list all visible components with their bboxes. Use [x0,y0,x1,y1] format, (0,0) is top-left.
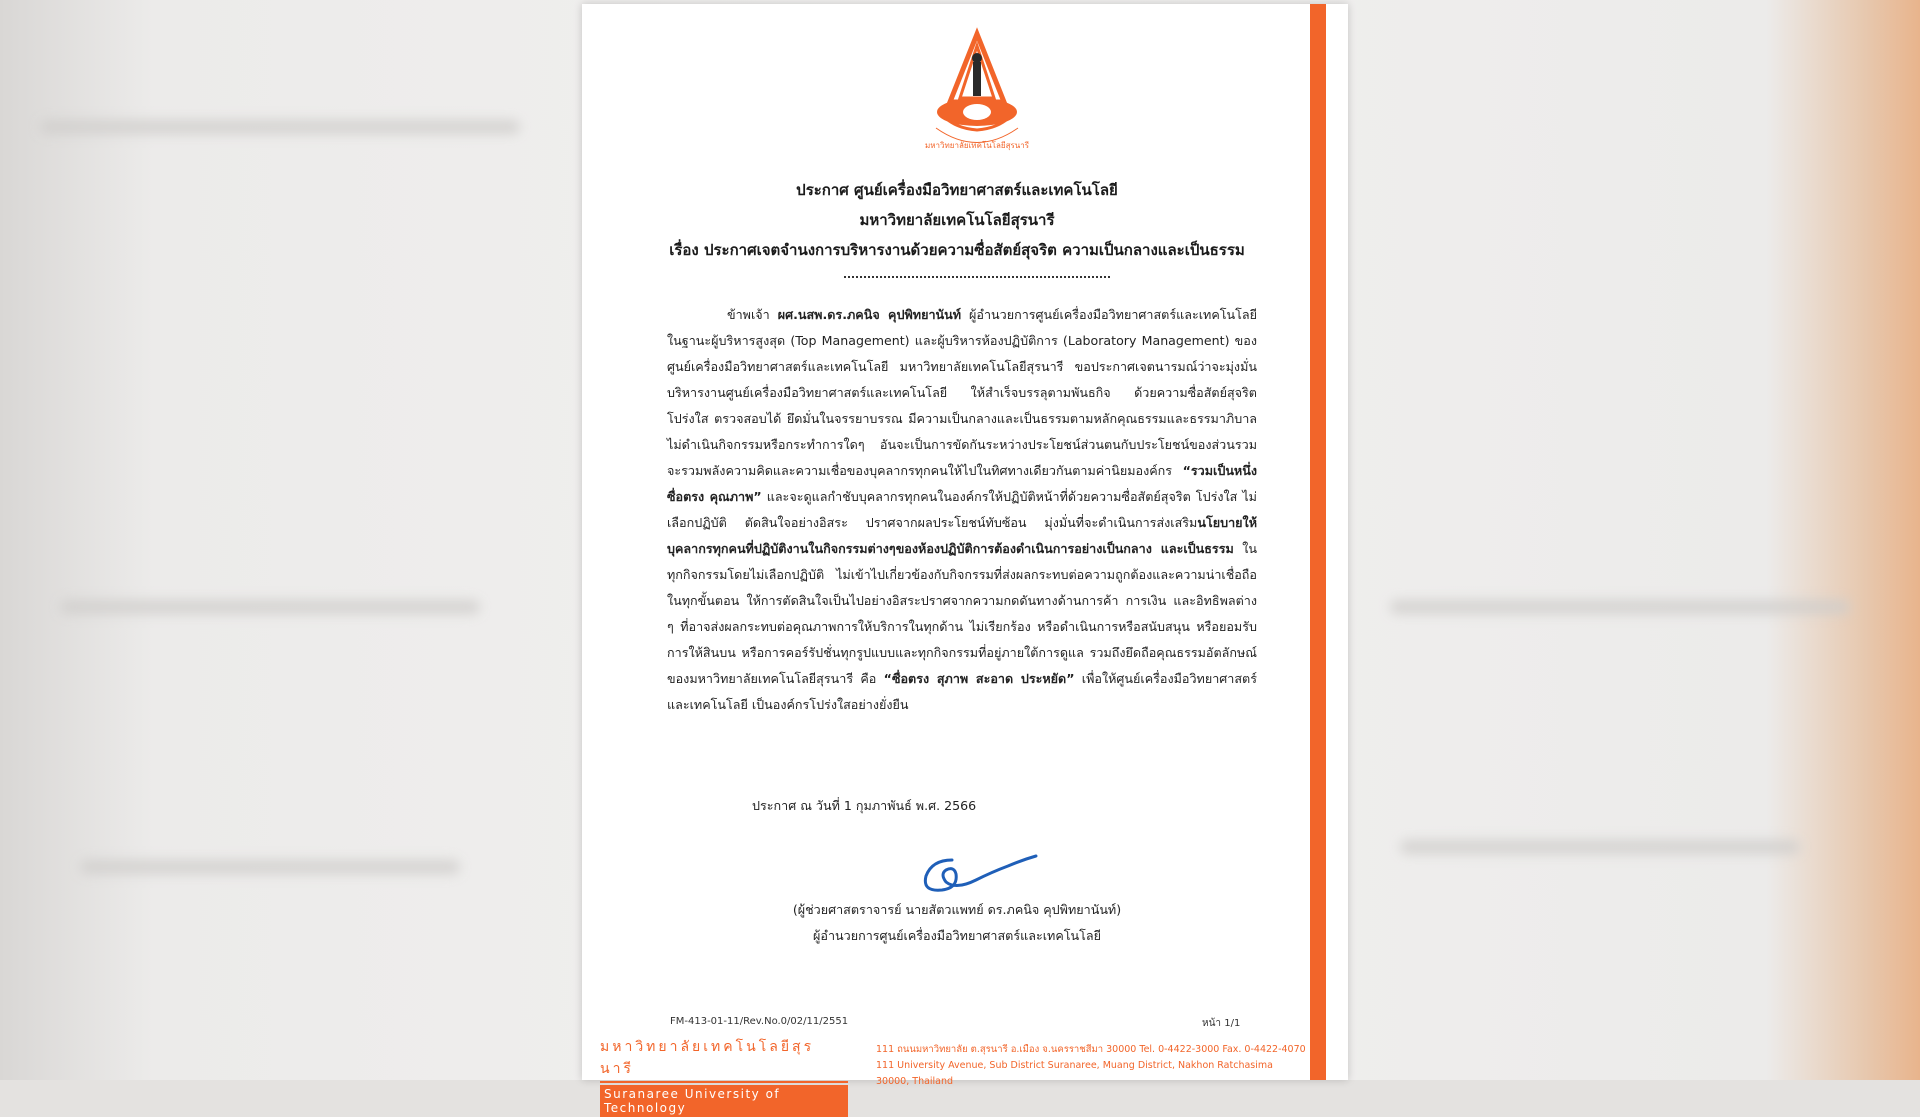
document-page [582,4,1348,1115]
announcement-body [667,302,1257,718]
signer-name: (ผู้ช่วยศาสตราจารย์ นายสัตวแพทย์ ดร.ภคนิจ คุปพิทยานันท์) [792,902,1122,917]
blur-line [1400,840,1800,854]
blur-line [80,860,460,874]
address-english: 111 University Avenue, Sub District Suranaree, Muang District, Nakhon Ratchasima 30000, Thailand [876,1060,1273,1087]
heading-subject: เรื่อง ประกาศเจตจำนงการบริหารงานด้วยความซื่อสัตย์สุจริต ความเป็นกลางและเป็นธรรม [669,241,1245,259]
signature-icon [912,840,1042,898]
body-intro: ข้าพเจ้า [727,307,778,322]
footer-university-logo [600,1036,848,1117]
logo-label: มหาวิทยาลัยเทคโนโลยีสุรนารี [924,141,1030,150]
body-paragraph [667,302,1257,718]
blur-line [40,120,520,134]
signer-title: ผู้อำนวยการศูนย์เครื่องมือวิทยาศาสตร์และเทคโนโลยี [813,928,1101,943]
form-code: FM-413-01-11/Rev.No.0/02/11/2551 [670,1016,849,1027]
announcement-date: ประกาศ ณ วันที่ 1 กุมภาพันธ์ พ.ศ. 2566 [752,798,977,813]
body-text-part-3: ในทุกกิจกรรมโดยไม่เลือกปฏิบัติ ไม่เข้าไปเกี่ยวข้องกับกิจกรรมที่ส่งผลกระทบต่อความถูกต้องและความน่าเชื่อถือในทุกขั้นตอน ให้การตัดสินใจเป็นไปอย่างอิสระปราศจากความกดดันทางด้านการค้า การเงิน และอิทธิพลต่าง ๆ ที่อาจส่งผลกระทบต่อคุณภาพการให้บริการในทุกด้าน ไม่เรียกร้อง หรือดำเนินการหรือสนับสนุน หรือยอมรับการให้สินบน หรือการคอร์รัปชั่นทุกรูปแบบและทุกกิจกรรมที่อยู่ภายใต้การดูแล รวมถึงยึดถือคุณธรรมอัตลักษณ์ของมหาวิทยาลัยเทคโนโลยีสุรนารี คือ [667,541,1258,686]
dotted-separator [844,276,1110,278]
university-identity: “ซื่อตรง สุภาพ สะอาด ประหยัด” [883,671,1075,686]
blur-line [1390,600,1850,614]
footer-thai-name: มหาวิทยาลัยเทคโนโลยีสุรนารี [600,1036,848,1083]
heading-line-1: ประกาศ ศูนย์เครื่องมือวิทยาศาสตร์และเทคโนโลยี [796,181,1118,199]
university-logo-icon [922,32,1032,157]
impartiality-policy: นโยบายให้บุคลากรทุกคนที่ปฏิบัติงานในกิจกรรมต่างๆของห้องปฏิบัติการต้องดำเนินการอย่างเป็นกลาง และเป็นธรรม [667,515,1257,556]
address-thai: 111 ถนนมหาวิทยาลัย ต.สุรนารี อ.เมือง จ.นครราชสีมา 30000 Tel. 0-4422-3000 Fax. 0-4422-4070 [876,1044,1306,1055]
body-text-part-1: ผู้อำนวยการศูนย์เครื่องมือวิทยาศาสตร์และเทคโนโลยี ในฐานะผู้บริหารสูงสุด (Top Management) และผู้บริหารห้องปฏิบัติการ (Laboratory Management) ของศูนย์เครื่องมือวิทยาศาสตร์และเทคโนโลยี มหาวิทยาลัยเทคโนโลยีสุรนารี ขอประกาศเจตนารมณ์ว่าจะมุ่งมั่นบริหารงานศูนย์เครื่องมือวิทยาศาสตร์และเทคโนโลยี ให้สำเร็จบรรลุตามพันธกิจ ด้วยความซื่อสัตย์สุจริต โปร่งใส ตรวจสอบได้ ยึดมั่นในจรรยาบรรณ มีความเป็นกลางและเป็นธรรมตามหลักคุณธรรมและธรรมาภิบาล ไม่ดำเนินกิจกรรมหรือกระทำการใดๆ อันจะเป็นการขัดกันระหว่างประโยชน์ส่วนตนกับประโยชน์ของส่วนรวม จะรวมพลังความคิดและความเชื่อของบุคลากรทุกคนให้ไปในทิศทางเดียวกันตามค่านิยมองค์กร [667,307,1257,478]
footer-english-name: Suranaree University of Technology [600,1085,848,1117]
body-text-part-2: และจะดูแลกำชับบุคลากรทุกคนในองค์กรให้ปฏิบัติหน้าที่ด้วยความซื่อสัตย์สุจริต โปร่งใส ไม่เลือกปฏิบัติ ตัดสินใจอย่างอิสระ ปราศจากผลประโยชน์ทับซ้อน มุ่งมั่นที่จะดำเนินการส่งเสริม [667,489,1257,530]
heading-line-2: มหาวิทยาลัยเทคโนโลยีสุรนารี [859,211,1055,229]
blur-line [60,600,480,614]
footer-address [876,1042,1306,1090]
body-text-part-4: เพื่อให้ศูนย์เครื่องมือวิทยาศาสตร์และเทคโนโลยี เป็นองค์กรโปร่งใสอย่างยั่งยืน [667,671,1257,712]
core-values: “รวมเป็นหนึ่ง ซื่อตรง คุณภาพ” [667,463,1257,504]
director-name: ผศ.นสพ.ดร.ภคนิจ คุปพิทยานันท์ [777,307,962,322]
page-number: หน้า 1/1 [1202,1018,1241,1029]
